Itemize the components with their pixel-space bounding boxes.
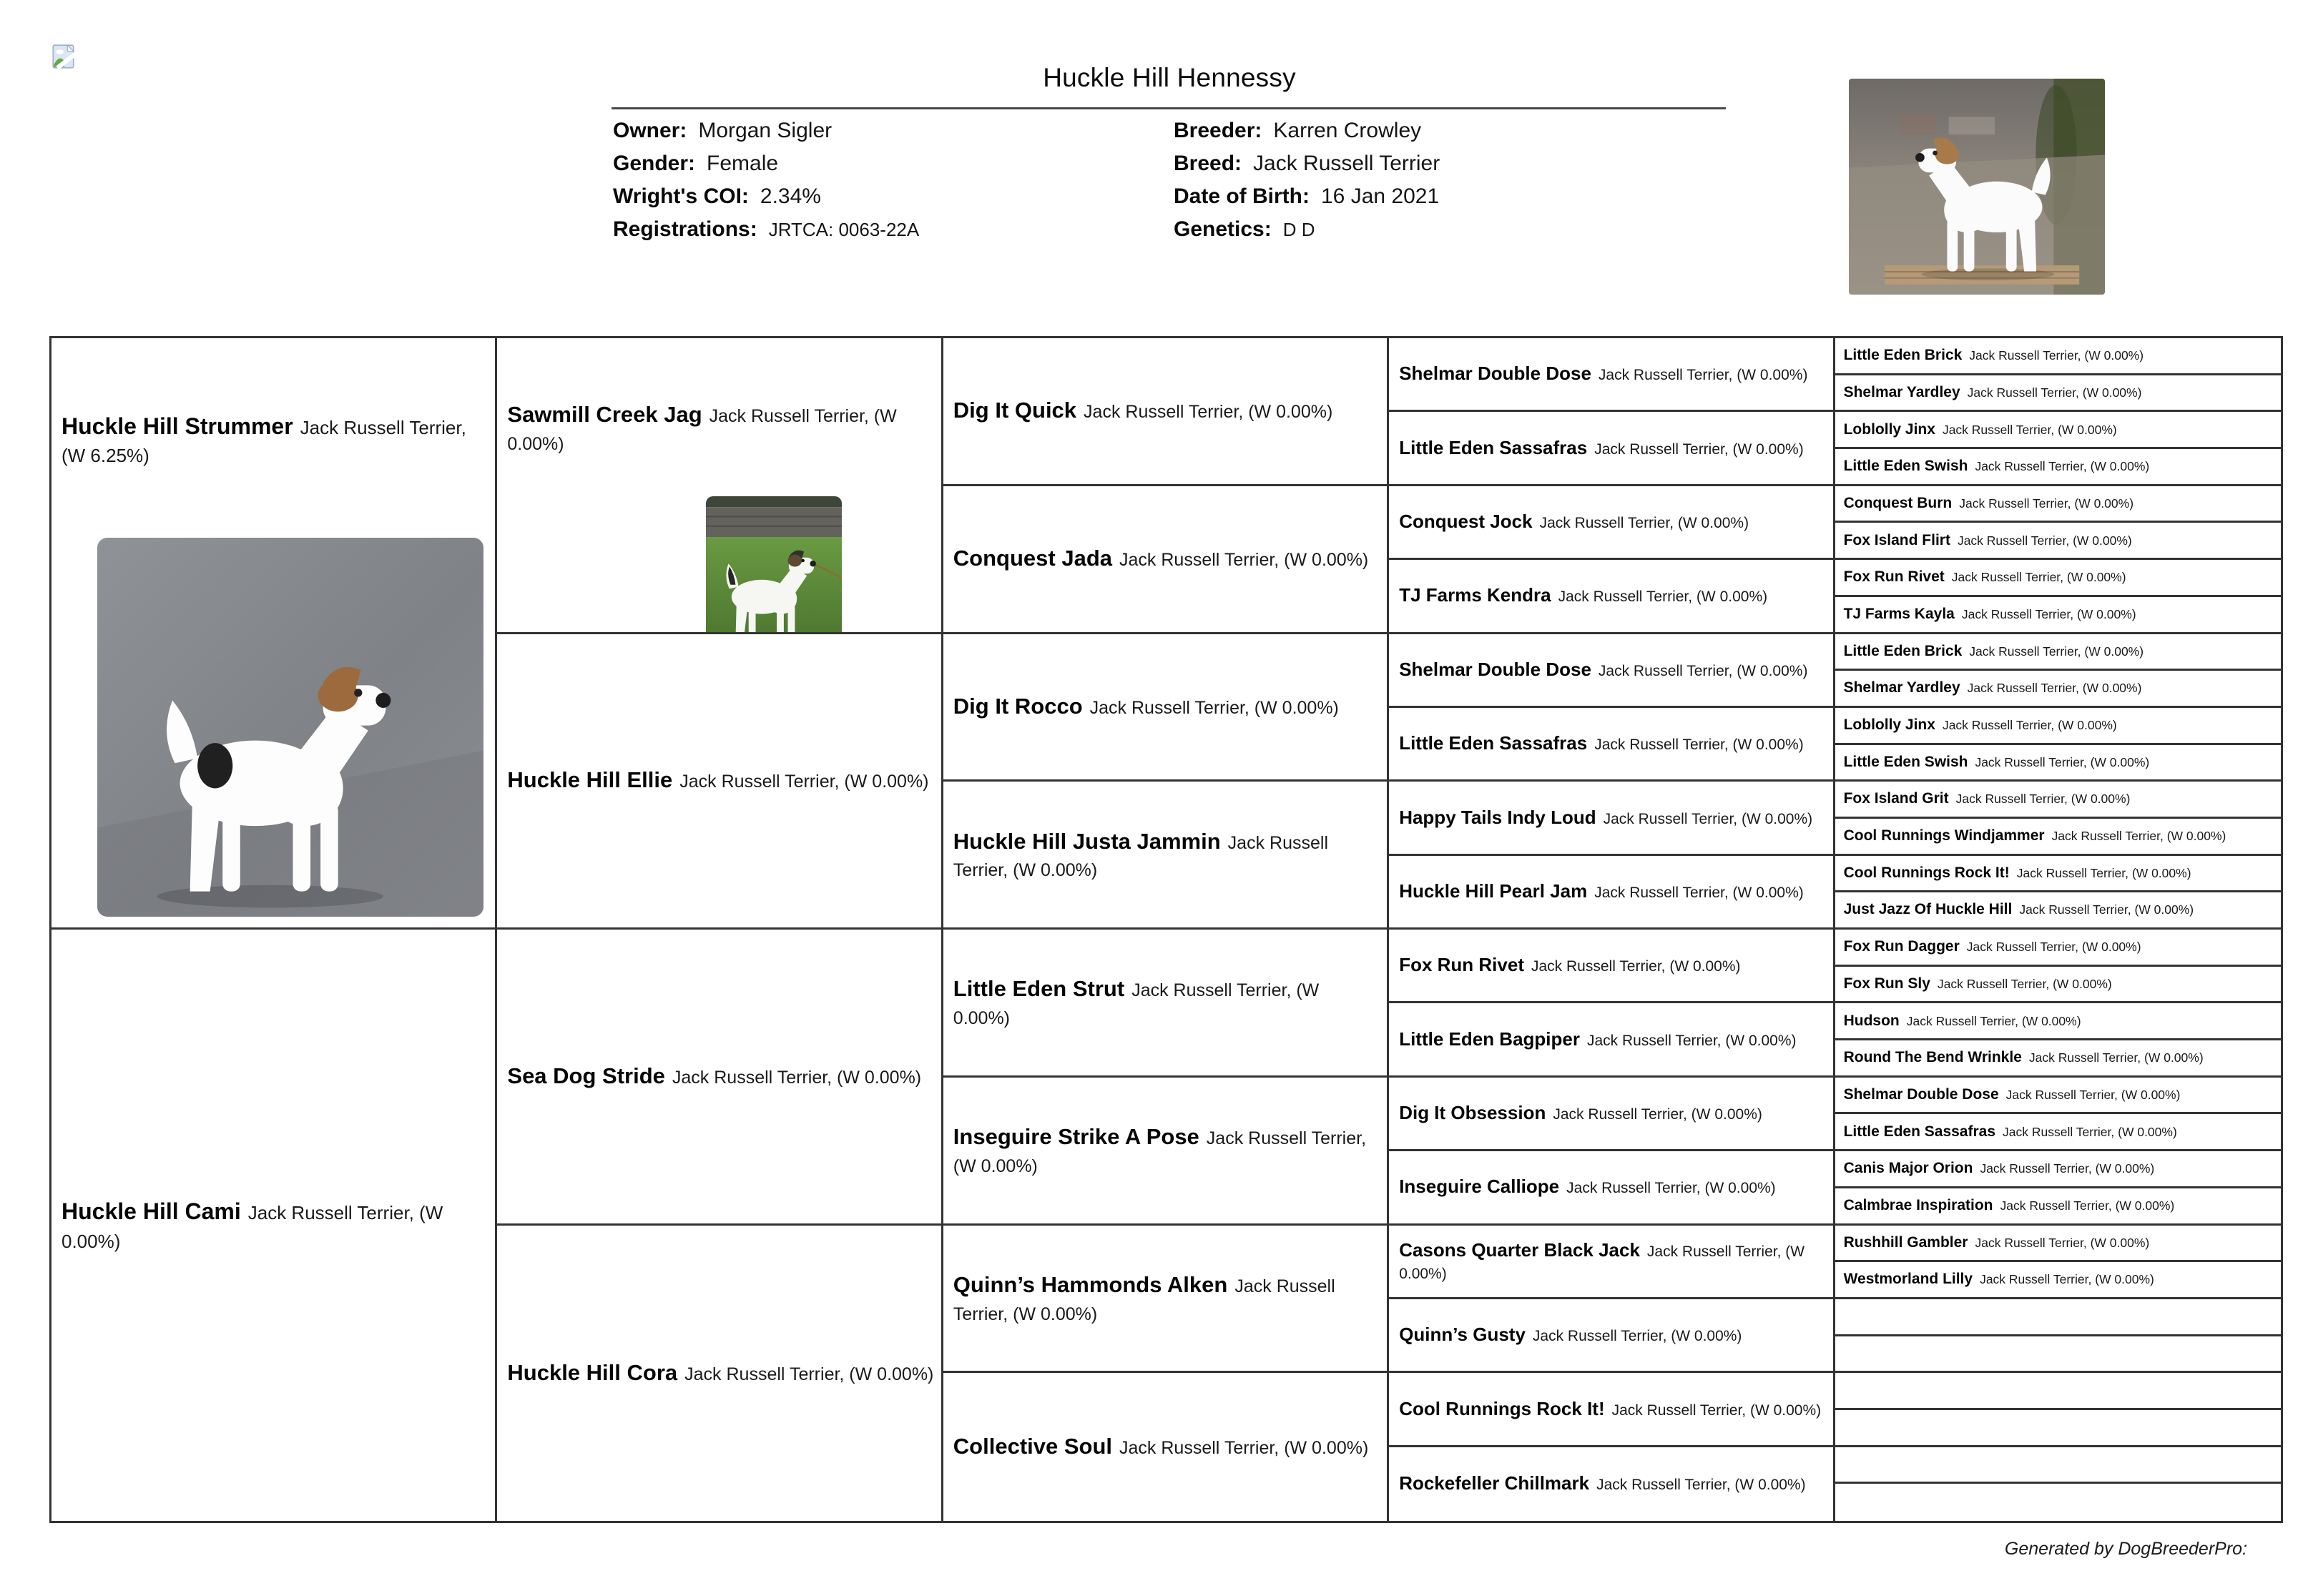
pedigree-cell-g5-6 [1835,523,2281,560]
dog-entry [507,764,928,797]
dog-entry [1399,1396,1821,1423]
dog-breed-coi: Jack Russell Terrier, (W 0.00%) [1399,1243,1805,1283]
dog-breed-coi: Jack Russell Terrier, (W 0.00%) [1603,810,1813,827]
dog-entry [1399,508,1749,536]
dog-entry [507,1357,933,1389]
pedigree-cell-g4-8 [1389,856,1835,930]
pedigree-cell-g5-15 [1835,856,2281,893]
dog-entry [1399,360,1807,388]
dog-breed-coi: Jack Russell Terrier, (W 0.00%) [1975,1235,2150,1250]
dog-entry [1844,1047,2204,1068]
pedigree-cell-g5-26 [1835,1262,2281,1299]
dog-entry [1844,1269,2154,1290]
dog-name: Conquest Jada [953,546,1113,571]
pedigree-cell-dam [51,930,497,1521]
dog-name: Huckle Hill Pearl Jam [1399,880,1588,902]
dog-name: Huckle Hill Strummer [62,413,293,439]
dog-name: Little Eden Strut [953,976,1125,1002]
dog-name: Shelmar Double Dose [1399,658,1591,680]
info-gender: Gender: Female [613,152,779,175]
dog-entry [953,826,1380,884]
dog-entry [1844,566,2126,588]
dog-entry [953,395,1333,427]
pedigree-cell-g5-22 [1835,1114,2281,1151]
dog-breed-coi: Jack Russell Terrier, (W 0.00%) [1587,1032,1797,1049]
dog-breed-coi: Jack Russell Terrier, (W 0.00%) [1975,754,2150,769]
pedigree-cell-g5-19 [1835,1003,2281,1040]
dog-entry [1399,878,1804,905]
dog-name: Little Eden Brick [1843,642,1963,659]
g2-dog-photo [706,496,842,634]
dog-breed-coi: Jack Russell Terrier, (W 0.00%) [1598,662,1808,679]
info-owner: Owner: Morgan Sigler [613,119,833,142]
pedigree-cell-g5-8 [1835,597,2281,634]
dog-name: Fox Run Rivet [1843,568,1945,586]
pedigree-cell-g4-14 [1389,1299,1835,1373]
pedigree-cell-g5-18 [1835,967,2281,1004]
dog-entry [953,1431,1368,1463]
dog-name: Dig It Quick [953,398,1077,423]
dog-entry [953,691,1339,723]
pedigree-cell-g4-5 [1389,634,1835,708]
dog-breed-coi: Jack Russell Terrier, (W 0.00%) [2019,902,2194,917]
dog-entry [1844,1417,1851,1438]
dog-entry [1844,936,2141,957]
dog-name: Little Eden Sassafras [1843,1123,1996,1140]
pedigree-cell-g5-27 [1835,1299,2281,1336]
dog-breed-coi: Jack Russell Terrier, (W 0.00%) [1532,1328,1742,1345]
dog-breed-coi: Jack Russell Terrier, (W 0.00%) [1598,367,1808,384]
dog-breed-coi: Jack Russell Terrier, (W 0.00%) [672,1067,922,1088]
dog-name: Just Jazz Of Huckle Hill [1843,901,2013,918]
dog-entry [1844,677,2142,699]
dog-entry [1844,1454,1851,1475]
dog-breed-coi: Jack Russell Terrier, (W 0.00%) [1942,718,2117,732]
dog-name: Happy Tails Indy Loud [1399,806,1596,828]
dog-name: Casons Quarter Black Jack [1399,1238,1640,1261]
pedigree-cell-sire [51,338,497,930]
dog-name: Loblolly Jinx [1843,420,1935,438]
dog-entry [1844,493,2133,514]
dog-breed-coi: Jack Russell Terrier, (W 0.00%) [684,1364,934,1384]
dog-name: Sawmill Creek Jag [507,402,702,427]
pedigree-cell-g4-11 [1389,1078,1835,1151]
pedigree-cell-g5-10 [1835,671,2281,708]
dog-entry [1399,1321,1742,1349]
dog-name: Westmorland Lilly [1843,1271,1973,1288]
dog-breed-coi: Jack Russell Terrier, (W 0.00%) [1942,422,2117,437]
dog-name: Cool Runnings Rock It! [1843,864,2010,881]
dog-name: Little Eden Brick [1843,347,1963,364]
pedigree-cell-g4-2 [1389,412,1835,486]
dog-name: Little Eden Sassafras [1399,732,1588,754]
pedigree-cell-g4-16 [1389,1447,1835,1521]
dog-breed-coi: Jack Russell Terrier, (W 0.00%) [1967,681,2142,696]
dog-breed-coi: Jack Russell Terrier, (W 0.00%) [1119,1438,1369,1459]
dog-name: Fox Run Sly [1843,975,1930,992]
pedigree-cell-g5-20 [1835,1040,2281,1078]
pedigree-cell-g4-4 [1389,560,1835,634]
dog-entry [1844,1232,2150,1253]
dog-entry [1844,752,2150,773]
pedigree-cell-g5-1 [1835,338,2281,375]
dog-name: Shelmar Yardley [1843,383,1960,400]
pedigree-cell-g5-4 [1835,449,2281,486]
dog-name: TJ Farms Kendra [1399,584,1551,606]
title-divider [612,107,1726,109]
dog-entry [507,1060,921,1093]
dog-entry [1844,788,2131,809]
pedigree-cell-g3-7 [943,1226,1389,1374]
dog-name: Calmbrae Inspiration [1843,1196,1993,1213]
dog-breed-coi: Jack Russell Terrier, (W 0.00%) [1084,402,1333,423]
pedigree-cell-g3-4 [943,782,1389,930]
pedigree-cell-g4-13 [1389,1226,1835,1299]
dog-entry [1399,1026,1796,1053]
dog-entry [1399,656,1807,684]
dog-name: Quinn’s Gusty [1399,1324,1526,1346]
dog-name: Inseguire Calliope [1399,1176,1560,1198]
dog-entry [1844,345,2144,366]
dog-breed-coi: Jack Russell Terrier, (W 0.00%) [1906,1013,2081,1028]
dog-entry [1844,862,2191,884]
dog-entry [62,1195,488,1255]
dog-name: Rockefeller Chillmark [1399,1472,1590,1494]
dog-name: Little Eden Swish [1843,458,1968,475]
dog-breed-coi: Jack Russell Terrier, (W 6.25%) [62,417,466,467]
pedigree-cell-g5-30 [1835,1410,2281,1447]
dog-entry [1399,1237,1825,1286]
dog-breed-coi: Jack Russell Terrier, (W 0.00%) [1594,440,1804,458]
dog-name: Fox Run Dagger [1843,938,1960,955]
dog-breed-coi: Jack Russell Terrier, (W 0.00%) [679,772,929,792]
pedigree-cell-g5-17 [1835,930,2281,967]
dog-breed-coi: Jack Russell Terrier, (W 0.00%) [2016,865,2191,880]
dog-breed-coi: Jack Russell Terrier, (W 0.00%) [1975,459,2150,474]
pedigree-cell-g4-9 [1389,930,1835,1003]
info-column-left [613,114,1174,246]
dog-entry [1844,1195,2175,1216]
dog-name: Shelmar Yardley [1843,679,1960,696]
pedigree-cell-g5-23 [1835,1151,2281,1188]
pedigree-cell-g5-13 [1835,782,2281,819]
dog-entry [1844,1121,2177,1143]
info-dob: Date of Birth: 16 Jan 2021 [1174,184,1440,208]
pedigree-cell-g5-24 [1835,1188,2281,1226]
dog-breed-coi: Jack Russell Terrier, (W 0.00%) [1566,1180,1776,1197]
dog-breed-coi: Jack Russell Terrier, (W 0.00%) [1959,496,2134,511]
pedigree-cell-g4-15 [1389,1373,1835,1447]
dog-breed-coi: Jack Russell Terrier, (W 0.00%) [1966,940,2141,955]
pedigree-cell-g5-31 [1835,1447,2281,1484]
pedigree-cell-g5-11 [1835,708,2281,745]
dog-entry [1844,455,2150,477]
pedigree-cell-g4-12 [1389,1151,1835,1225]
dog-name: Cool Runnings Rock It! [1399,1397,1605,1419]
pedigree-cell-g5-29 [1835,1373,2281,1410]
dog-name: Hudson [1843,1012,1900,1029]
dog-breed-coi: Jack Russell Terrier, (W 0.00%) [1937,976,2112,991]
dog-name: Little Eden Bagpiper [1399,1028,1580,1050]
dog-breed-coi: Jack Russell Terrier, (W 0.00%) [2051,829,2226,844]
generated-by-note: Generated by DogBreederPro: [2004,1539,2247,1559]
dog-name: Cool Runnings Windjammer [1843,827,2045,844]
dog-entry [1844,604,2136,625]
dog-breed-coi: Jack Russell Terrier, (W 0.00%) [2005,1087,2181,1102]
dog-breed-coi: Jack Russell Terrier, (W 0.00%) [1539,515,1749,532]
pedigree-cell-g2-3 [497,930,943,1226]
dog-entry [1399,1100,1762,1127]
pedigree-cell-g4-7 [1389,782,1835,855]
dog-entry [1844,714,2117,736]
dog-name: Loblolly Jinx [1843,716,1935,733]
pedigree-cell-g5-32 [1835,1484,2281,1521]
dog-name: Conquest Jock [1399,511,1533,533]
dog-name: Canis Major Orion [1843,1160,1973,1177]
dog-name: Dig It Rocco [953,693,1083,719]
dog-entry [1844,899,2194,920]
dog-entry [1844,641,2144,662]
dog-breed-coi: Jack Russell Terrier, (W 0.00%) [2003,1124,2177,1139]
dog-entry [1844,1158,2155,1179]
dog-entry [953,543,1368,575]
dog-name: Huckle Hill Cami [62,1198,241,1225]
dog-name: Conquest Burn [1843,494,1953,511]
pedigree-cell-g5-9 [1835,634,2281,671]
pedigree-cell-g5-16 [1835,892,2281,930]
dog-name: TJ Farms Kayla [1843,605,1955,622]
dog-breed-coi: Jack Russell Terrier, (W 0.00%) [953,980,1320,1029]
pedigree-cell-g2-4 [497,1226,943,1522]
pedigree-cell-g5-21 [1835,1078,2281,1115]
dog-breed-coi: Jack Russell Terrier, (W 0.00%) [1969,348,2144,363]
dog-breed-coi: Jack Russell Terrier, (W 0.00%) [1594,884,1804,901]
dog-entry [62,410,488,470]
dog-entry [1844,973,2112,995]
pedigree-cell-g3-5 [943,930,1389,1078]
dog-breed-coi: Jack Russell Terrier, (W 0.00%) [1957,533,2132,548]
dog-name: Rushhill Gambler [1843,1233,1968,1251]
info-breeder: Breeder: Karren Crowley [1174,119,1422,142]
dog-breed-coi: Jack Russell Terrier, (W 0.00%) [1611,1402,1822,1419]
pedigree-cell-g5-5 [1835,486,2281,523]
dog-entry [1399,804,1812,832]
dog-name: Sea Dog Stride [507,1063,665,1088]
dog-entry [1844,530,2132,551]
dog-breed-coi: Jack Russell Terrier, (W 0.00%) [1980,1272,2154,1287]
page-title: Huckle Hill Hennessy [1043,63,1296,92]
pedigree-cell-g5-28 [1835,1336,2281,1374]
dog-entry [1844,1492,1851,1513]
dog-breed-coi: Jack Russell Terrier, (W 0.00%) [1558,588,1768,606]
sire-dog-photo [97,538,483,917]
pedigree-cell-g3-8 [943,1373,1389,1521]
dog-entry [953,1269,1380,1327]
dog-entry [1844,1379,1851,1401]
dog-name: Fox Island Grit [1843,790,1949,807]
dog-breed-coi: Jack Russell Terrier, (W 0.00%) [1961,606,2136,621]
dog-breed-coi: Jack Russell Terrier, (W 0.00%) [953,1128,1367,1176]
dog-breed-coi: Jack Russell Terrier, (W 0.00%) [1955,792,2131,807]
info-breed: Breed: Jack Russell Terrier [1174,152,1440,175]
dog-entry [1844,1306,1851,1327]
dog-breed-coi: Jack Russell Terrier, (W 0.00%) [1531,958,1741,975]
pedigree-cell-g5-7 [1835,560,2281,597]
dog-breed-coi: Jack Russell Terrier, (W 0.00%) [1119,550,1369,571]
pedigree-cell-g3-2 [943,486,1389,634]
dog-name: Dig It Obsession [1399,1102,1546,1124]
dog-breed-coi: Jack Russell Terrier, (W 0.00%) [1594,737,1804,754]
dog-entry [1399,730,1804,757]
dog-breed-coi: Jack Russell Terrier, (W 0.00%) [953,1276,1335,1324]
dog-name: Collective Soul [953,1434,1113,1459]
pedigree-cell-g2-1 [497,338,943,634]
dog-name: Shelmar Double Dose [1399,363,1591,385]
dog-name: Quinn’s Hammonds Alken [953,1271,1228,1297]
dog-breed-coi: Jack Russell Terrier, (W 0.00%) [1553,1106,1762,1123]
dog-breed-coi: Jack Russell Terrier, (W 0.00%) [62,1202,443,1252]
subject-dog-photo [1849,79,2105,295]
dog-entry [1844,1084,2181,1105]
dog-breed-coi: Jack Russell Terrier, (W 0.00%) [507,406,897,454]
dog-breed-coi: Jack Russell Terrier, (W 0.00%) [953,832,1328,881]
dog-name: Fox Run Rivet [1399,954,1524,976]
dog-entry [1399,1470,1805,1497]
pedigree-cell-g5-2 [1835,375,2281,413]
dog-name: Little Eden Swish [1843,753,1968,770]
dog-entry [1844,1343,1851,1364]
pedigree-cell-g3-6 [943,1078,1389,1226]
dog-entry [1399,1173,1775,1201]
dog-name: Little Eden Sassafras [1399,436,1588,458]
dog-breed-coi: Jack Russell Terrier, (W 0.00%) [2000,1198,2175,1213]
pedigree-cell-g4-6 [1389,708,1835,782]
pedigree-cell-g5-3 [1835,412,2281,449]
dog-entry [953,973,1380,1031]
dog-name: Fox Island Flirt [1843,531,1950,548]
dog-entry [1844,382,2142,403]
dog-breed-coi: Jack Russell Terrier, (W 0.00%) [1089,697,1339,718]
dog-breed-coi: Jack Russell Terrier, (W 0.00%) [1596,1477,1806,1494]
dog-entry [507,399,933,457]
broken-image-icon [50,43,77,70]
pedigree-cell-g4-10 [1389,1003,1835,1077]
pedigree-cell-g3-1 [943,338,1389,486]
dog-breed-coi: Jack Russell Terrier, (W 0.00%) [2028,1050,2204,1065]
info-coi: Wright's COI: 2.34% [613,184,821,208]
dog-entry [1844,419,2117,440]
dog-entry [1844,825,2226,847]
pedigree-cell-g3-3 [943,634,1389,782]
dog-entry [1399,952,1740,979]
info-registrations: Registrations: JRTCA: 0063-22A [613,217,920,241]
dog-name: Round The Bend Wrinkle [1843,1049,2022,1066]
dog-entry [1399,435,1804,462]
pedigree-cell-g4-1 [1389,338,1835,412]
dog-info-block [613,114,1440,246]
dog-name: Huckle Hill Ellie [507,767,673,793]
dog-breed-coi: Jack Russell Terrier, (W 0.00%) [1980,1161,2155,1176]
pedigree-cell-g2-2 [497,634,943,930]
dog-entry [953,1121,1380,1179]
dog-breed-coi: Jack Russell Terrier, (W 0.00%) [1967,385,2142,400]
dog-breed-coi: Jack Russell Terrier, (W 0.00%) [1969,644,2144,659]
dog-name: Huckle Hill Justa Jammin [953,828,1221,854]
pedigree-table [49,336,2283,1523]
info-column-right [1174,114,1440,246]
dog-name: Inseguire Strike A Pose [953,1124,1199,1150]
dog-entry [1844,1010,2081,1032]
dog-name: Huckle Hill Cora [507,1359,678,1385]
info-genetics: Genetics: D D [1174,217,1315,241]
dog-entry [1399,582,1767,609]
pedigree-cell-g5-12 [1835,745,2281,782]
pedigree-cell-g5-25 [1835,1226,2281,1263]
dog-breed-coi: Jack Russell Terrier, (W 0.00%) [1951,570,2126,585]
pedigree-cell-g4-3 [1389,486,1835,560]
pedigree-cell-g5-14 [1835,819,2281,856]
dog-name: Shelmar Double Dose [1843,1085,1999,1103]
